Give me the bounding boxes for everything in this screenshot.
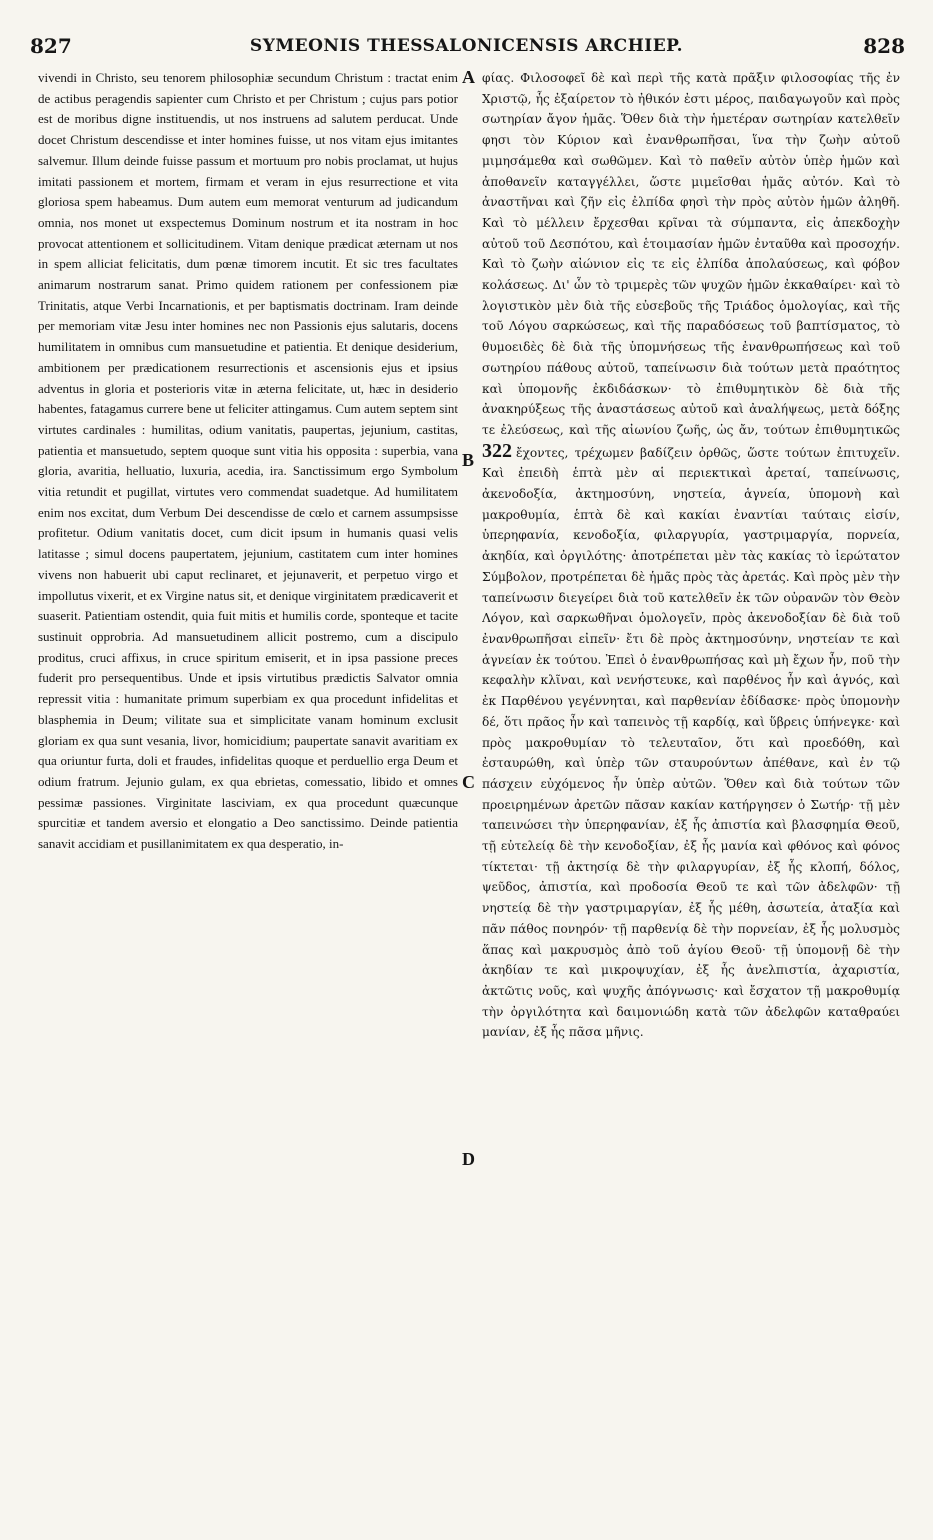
greek-column (482, 68, 900, 1488)
greek-text (482, 68, 900, 1043)
greek-text-after: ἔχοντες, τρέχωμεν βαδίζειν ὀρθῶς, ὥστε τούτων ἐπιτυχεῖν. Καὶ ἐπειδὴ ἑπτὰ μὲν αἱ περιεκτικαὶ ἀρεταί, ταπείνωσις, ἀκενοδοξία, ἀκτημοσύνη, νηστεία, ἁγνεία, ὑπομονὴ καὶ μακροθυμία, ἑπτὰ δὲ καὶ κακίαι ἐναντίαι ταύταις εἰσίν, ὑπερηφανία, κενοδοξία, φιλαργυρία, γαστριμαργία, πορνεία, ἀκηδία, καὶ ὀργιλότης· ἀποτρέπεται μὲν τὰς κακίας τὸ ἱερώτατον Σύμβολον, προτρέπεται δὲ ἡμᾶς πρὸς τὰς ἀρετάς. Καὶ πρὸς μὲν τὴν ταπείνωσιν διεγείρει διὰ τοῦ κατελθεῖν ἐκ τῶν οὐρανῶν τὸν Θεὸν Λόγον, καὶ σαρκωθῆναι ὁμολογεῖν, πρὸς ἀκενοδοξίαν δὲ διὰ τοῦ ἐνανθρωπῆσαι εἰπεῖν· ἔτι δὲ πρὸς ἀκτημοσύνην, νηστείαν τε καὶ ἁγνείαν ἐκ τούτου. Ἐπεὶ ὁ ἐνανθρωπήσας καὶ μὴ ἔχων ἦν, ποῦ τὴν κεφαλὴν κλῖναι, καὶ νενήστευκε, καὶ παρθένος ἦν καὶ ἁγνός, καὶ ἐκ Παρθένου γεγέννηται, καὶ παρθενίαν ἐδίδασκε· πρὸς ὑπομονὴν δέ, ὅτι πρᾶος ἦν καὶ ταπεινὸς τῇ καρδίᾳ, καὶ ὕβρεις ὑπήνεγκε· καὶ πρὸς μακροθυμίαν τὸ τελευταῖον, ὅτι καὶ προεδόθη, καὶ ἐσταυρώθη, καὶ ὑπὲρ τῶν σταυρούντων ἀπέθανε, καὶ ἐν τῷ πάσχειν εὐχόμενος ἦν ὑπὲρ αὐτῶν. Ὅθεν καὶ διὰ τούτων τῶν προειρημένων ἀρετῶν πᾶσαν κακίαν κατήργησεν ὁ Σωτήρ· τῇ μὲν ταπεινώσει τὴν ὑπερηφανίαν, ἐξ ἧς ἀπιστία καὶ βλασφημία Θεοῦ, τῇ εὐτελείᾳ δὲ τὴν κενοδοξίαν, ἐξ ἧς μανία καὶ φθόνος καὶ φόνος τίκτεται· τῇ ἀκτησίᾳ δὲ τὴν φιλαργυρίαν, ἐξ ἧς κλοπή, δόλος, ψεῦδος, ἀπιστία, καὶ προδοσία Θεοῦ τε καὶ τῶν ἀδελφῶν· τῇ νηστείᾳ δὲ τὴν γαστριμαργίαν, ἐξ ἧς μέθη, ἀσωτεία, ἀταξία καὶ πᾶν πάθος πονηρόν· τῇ παρθενίᾳ δὲ τὴν πορνείαν, ἐξ ἧς μολυσμὸς ἅπας καὶ μακρυσμὸς ἀπὸ τοῦ ἁγίου Θεοῦ· τῇ ὑπομονῇ δὲ τὴν ἀκηδίαν τε καὶ μικροψυχίαν, ἐξ ἧς ἀνελπιστία, ἀχαριστία, ἀκτῶτις νοῦς, καὶ ψυχῆς ἀπόγνωσις· καὶ ἔσχατον τῇ μακροθυμίᾳ τὴν ὀργιλότητα καὶ δαιμονιώδη κατὰ τῶν ἀδελφῶν καταθραύει μανίαν, ἐξ ἧς πᾶσα μῆνις. (482, 445, 900, 1040)
running-title: SYMEONIS THESSALONICENSIS ARCHIEP. (249, 36, 684, 56)
section-marker-c: C (462, 772, 475, 792)
page-number-left: 827 (30, 34, 72, 58)
latin-text: vivendi in Christo, seu tenorem philosophiæ secundum Christum : tractat enim de actibus peragendis sapienter cum Christo et per Christum ; cujus pars potior est de moribus digne instituendis, ut nos instruens ad salutem perducat. Unde docet Christum descendisse et inter homines fuisse, ut nos vitam ejus imitantes salvemur. Illum deinde fuisse passum et mortuum pro nobis proclamat, ut hujus imitati passionem et mortem, firmam et veram in ejus resurrectione et vita gloriosa spem habeamus. Dum autem eum memorat venturum ad judicandum omnia, nos monet ut exspectemus Dominum nostrum et ita nostram in hoc provocat attentionem et sollicitudinem. Vitam denique prædicat æternam ut nos in spem alliciat felicitatis, dum pœnæ timorem incutit. Et sic tres facultates animarum nostrarum sanat. Primo quidem rationem per confessionem piæ Trinitatis, atque Verbi Incarnationis, et per baptismatis doctrinam. Iram deinde per memoriam vitæ Jesu inter homines nec non Passionis ejus salutaris, docens humilitatem in omnibus cum mansuetudine et patientia. Et denique desiderium, ambitionem per prædicationem resurrectionis et ascensionis ejus et ipsius adventus in gloria et posterioris vitæ in æterna felicitate, ut, hæc in desiderio habentes, fatagamus currere bene ut feliciter attingamus. Cum autem septem sint virtutes cardinales : humilitas, odium vanitatis, paupertas, jejunium, castitas, patientia et mansuetudo, septem quoque sunt vitia his opposita : superbia, vana gloria, avaritia, helluatio, luxuria, acedia, ira. Sanctissimum ergo Symbolum vitia retundit et pugillat, virtutes vero commendat suadetque. Ad humilitatem enim nos excitat, dum Verbum Dei descendisse de cœlo et carnem assumpsisse profitetur. Odium vanitatis docet, cum dicit ipsum in humanis quasi velis latitasse ; simul docens paupertatem, jejunium, castitatem cum inter homines vivens non habuerit ubi caput reclinaret, et jejunaverit, et perpetuo virgo et impollutus vixerit, et ex Virgine natus sit, et denique virginitatem prædicaverit et suaserit. Patientiam ostendit, quia fuit mitis et humilis corde, sponteque et tacite sustinuit opprobria. Ad mansuetudinem allicit postremo, cum a discipulo proditus, cruci affixus, in cruce spiritum emiserit, et in ipsa passione preces fuderit pro persequentibus. Unde et ipsis virtutibus prædictis Salvator omnia repressit vitia : humanitate primum superbiam ex qua procedunt infidelitas et blasphemia in Deum; vilitate sua et simplicitate vanam hominum exclusit gloriam ex qua sunt vesania, livor, homicidium; paupertate sanavit avaritiam ex qua oriuntur furta, doli et fraudes, infidelitas quoque et perduellio erga Deum et odium fratrum. Jejunio gulam, ex qua ebrietas, comessatio, libido et omnes pessimæ passiones. Virginitate lasciviam, ex qua procedunt quæcunque spurcitiæ et tandem aversio et elongatio a Deo sanctissimo. Deinde patientia sanavit accidiam et pusillanimitatem ex qua desperatio, in- (38, 70, 458, 852)
page-header (0, 0, 933, 62)
page-number-right: 828 (863, 34, 905, 58)
section-marker-b: B (462, 450, 475, 470)
section-marker-d: D (462, 1149, 475, 1169)
inline-page-marker: 322 (482, 439, 512, 462)
latin-column (38, 68, 458, 1488)
greek-text-before: φίας. Φιλοσοφεῖ δὲ καὶ περὶ τῆς κατὰ πρᾶξιν φιλοσοφίας τῆς ἐν Χριστῷ, ἧς ἐξαίρετον τὸ ἠθικόν ἐστι μέρος, παιδαγωγοῦν καὶ πρὸς σωτηρίαν ἄγον ἡμᾶς. Ὅθεν διὰ τὴν ἡμετέραν σωτηρίαν κατελθεῖν φησι τὸν Κύριον καὶ ἐνανθρωπῆσαι, ἵνα τὴν ζωὴν αὐτοῦ μιμησάμεθα καὶ σωθῶμεν. Καὶ τὸ παθεῖν αὐτὸν ὑπὲρ ἡμῶν καὶ ἀποθανεῖν καταγγέλλει, ὥστε μιμεῖσθαι ἡμᾶς αὐτόν. Καὶ τὸ ἀναστῆναι καὶ ζῆν εἰς ἐλπίδα φησὶ τὴν πρὸς αὐτὸν ἡμῶν ἀληθῆ. Καὶ τὸ μέλλειν ἔρχεσθαι κρῖναι τὰ σύμπαντα, εἰς ἀπεκδοχὴν αὐτοῦ τοῦ Δεσπότου, καὶ ἑτοιμασίαν ἡμῶν ἐνταῦθα καὶ προσοχήν. Καὶ τὸ ζωὴν αἰώνιον εἰς τε εἰς ἐλπίδα ἀπολαύσεως, καὶ φόβον κολάσεως. Δι' ὧν τὸ τριμερὲς τῶν ψυχῶν ἡμῶν ἐκκαθαίρει· καὶ τὸ λογιστικὸν μὲν διὰ τῆς εὐσεβοῦς τῆς Τριάδος ὁμολογίας, καὶ τῆς τοῦ Λόγου σαρκώσεως, καὶ τῆς παραδόσεως τοῦ βαπτίσματος, τὸ θυμοειδὲς δὲ διὰ τῆς ὑπομνήσεως τῆς ἐνανθρωπήσεως καὶ τοῦ σωτηρίου πάθους αὐτοῦ, ταπείνωσιν διὰ τούτων μετὰ πραότητος καὶ ὑπομονῆς ἐκδιδάσκων· τὸ ἐπιθυμητικὸν δὲ διὰ τῆς ἀνακηρύξεως τῆς ἀναστάσεως αὐτοῦ καὶ ἀναλήψεως, μετὰ δόξης τε ἐλεύσεως, καὶ τῆς αἰωνίου ζωῆς, ὡς ἄν, τούτων ἐπιθυμητικῶς (482, 71, 900, 437)
section-marker-a: A (462, 67, 475, 87)
